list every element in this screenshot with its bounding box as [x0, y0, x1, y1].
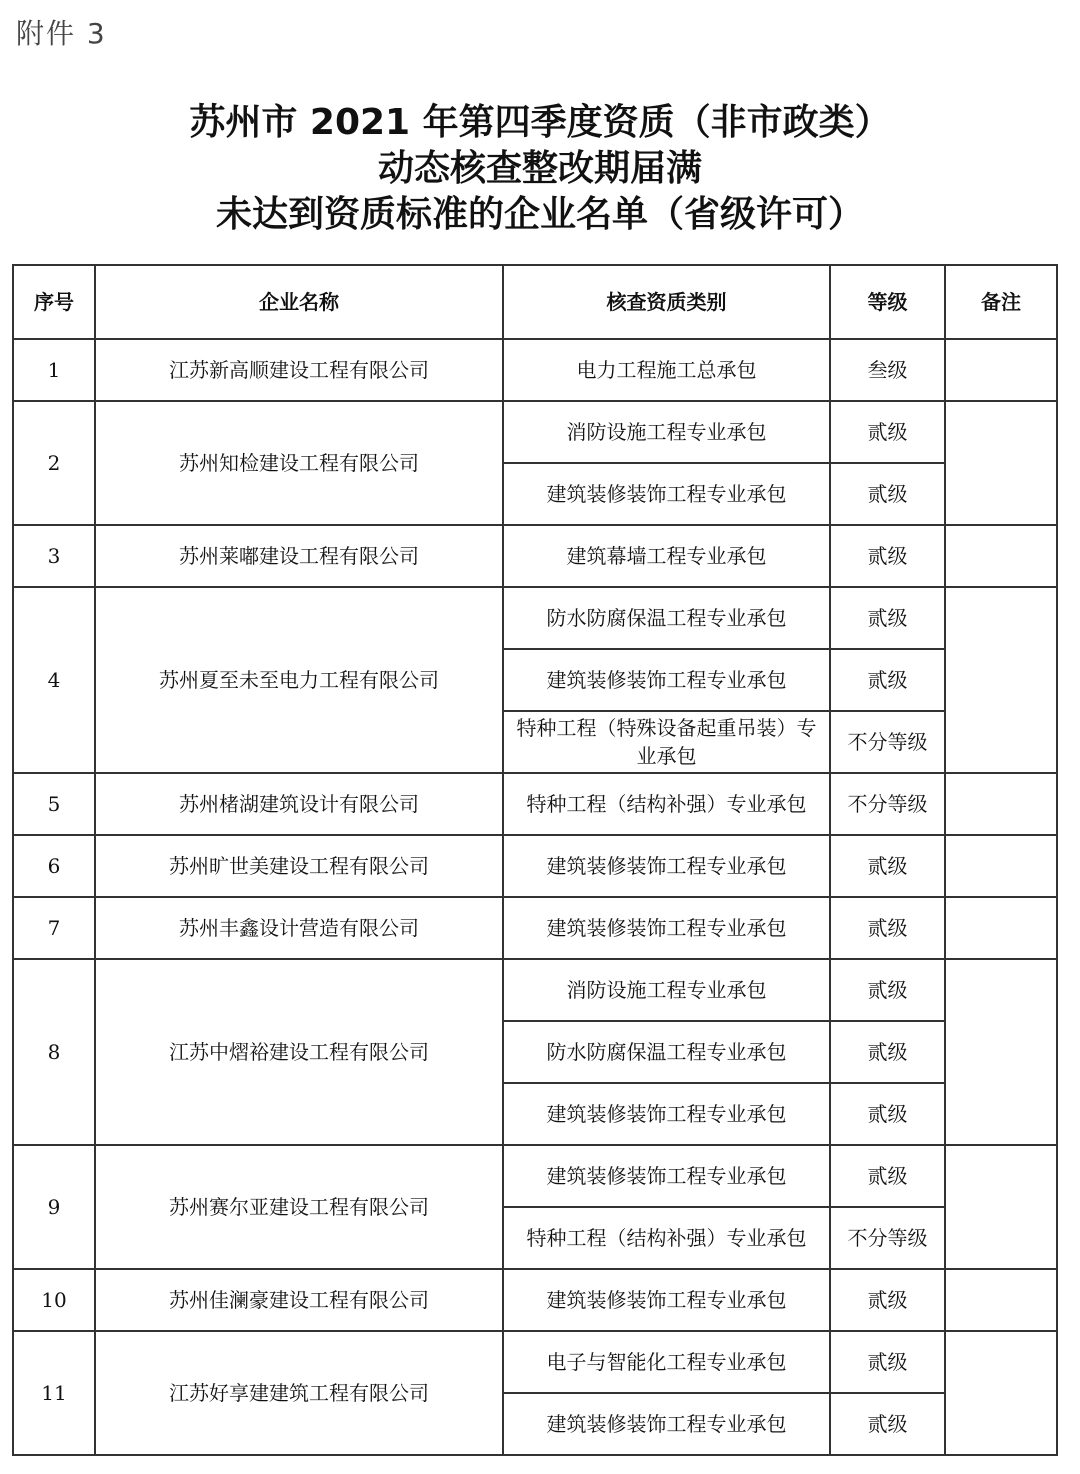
table-row: [13, 525, 1057, 587]
cell-serial: 7: [13, 897, 95, 959]
table-row: [13, 897, 1057, 959]
cell-qualification-category: 建筑幕墙工程专业承包: [503, 525, 830, 587]
cell-remarks: [945, 897, 1057, 959]
cell-enterprise-name: 江苏中熠裕建设工程有限公司: [95, 959, 503, 1145]
cell-enterprise-name: 江苏新高顺建设工程有限公司: [95, 339, 503, 401]
cell-serial: 1: [13, 339, 95, 401]
cell-grade: 贰级: [830, 649, 945, 711]
cell-grade: 不分等级: [830, 711, 945, 773]
cell-grade: 贰级: [830, 463, 945, 525]
table-row: [13, 1145, 1057, 1207]
document-title: [0, 100, 1080, 238]
cell-grade: 不分等级: [830, 773, 945, 835]
table-row: [13, 773, 1057, 835]
cell-serial: 4: [13, 587, 95, 773]
table-row: [13, 1269, 1057, 1331]
cell-qualification-category: 建筑装修装饰工程专业承包: [503, 649, 830, 711]
cell-grade: 贰级: [830, 1083, 945, 1145]
cell-grade: 贰级: [830, 959, 945, 1021]
cell-remarks: [945, 587, 1057, 773]
cell-qualification-category: 消防设施工程专业承包: [503, 401, 830, 463]
cell-qualification-category: 建筑装修装饰工程专业承包: [503, 897, 830, 959]
cell-qualification-category: 建筑装修装饰工程专业承包: [503, 835, 830, 897]
header-grade: 等级: [830, 265, 945, 339]
cell-grade: 贰级: [830, 525, 945, 587]
cell-remarks: [945, 835, 1057, 897]
cell-enterprise-name: 苏州佳澜豪建设工程有限公司: [95, 1269, 503, 1331]
cell-qualification-category: 建筑装修装饰工程专业承包: [503, 1145, 830, 1207]
cell-remarks: [945, 1331, 1057, 1455]
cell-qualification-category: 建筑装修装饰工程专业承包: [503, 1083, 830, 1145]
cell-qualification-category: 电子与智能化工程专业承包: [503, 1331, 830, 1393]
cell-remarks: [945, 525, 1057, 587]
cell-grade: 贰级: [830, 835, 945, 897]
header-remarks: 备注: [945, 265, 1057, 339]
title-line-3: 未达到资质标准的企业名单（省级许可）: [215, 194, 864, 235]
table-body: [13, 339, 1057, 1455]
cell-serial: 9: [13, 1145, 95, 1269]
cell-serial: 8: [13, 959, 95, 1145]
cell-qualification-category: 建筑装修装饰工程专业承包: [503, 463, 830, 525]
cell-serial: 11: [13, 1331, 95, 1455]
cell-grade: 叁级: [830, 339, 945, 401]
cell-qualification-category: 特种工程（结构补强）专业承包: [503, 1207, 830, 1269]
cell-grade: 贰级: [830, 1021, 945, 1083]
table-row: [13, 835, 1057, 897]
cell-qualification-category: 建筑装修装饰工程专业承包: [503, 1269, 830, 1331]
cell-serial: 2: [13, 401, 95, 525]
cell-enterprise-name: 苏州旷世美建设工程有限公司: [95, 835, 503, 897]
cell-remarks: [945, 1145, 1057, 1269]
table-row: [13, 959, 1057, 1021]
header-qualification-category: 核查资质类别: [503, 265, 830, 339]
cell-qualification-category: 特种工程（特殊设备起重吊装）专业承包: [503, 711, 830, 773]
cell-remarks: [945, 1269, 1057, 1331]
cell-remarks: [945, 773, 1057, 835]
cell-enterprise-name: 苏州丰鑫设计营造有限公司: [95, 897, 503, 959]
title-line-2: 动态核查整改期届满: [377, 148, 702, 189]
title-line-1: 苏州市 2021 年第四季度资质（非市政类）: [189, 102, 891, 143]
cell-serial: 6: [13, 835, 95, 897]
cell-serial: 3: [13, 525, 95, 587]
cell-enterprise-name: 江苏好享建建筑工程有限公司: [95, 1331, 503, 1455]
cell-qualification-category: 消防设施工程专业承包: [503, 959, 830, 1021]
cell-remarks: [945, 339, 1057, 401]
table-row: [13, 587, 1057, 649]
cell-grade: 不分等级: [830, 1207, 945, 1269]
table-row: [13, 339, 1057, 401]
cell-grade: 贰级: [830, 897, 945, 959]
cell-grade: 贰级: [830, 1145, 945, 1207]
table-header-row: [13, 265, 1057, 339]
header-enterprise-name: 企业名称: [95, 265, 503, 339]
enterprise-table: [12, 264, 1058, 1456]
cell-enterprise-name: 苏州知检建设工程有限公司: [95, 401, 503, 525]
cell-grade: 贰级: [830, 1269, 945, 1331]
cell-serial: 5: [13, 773, 95, 835]
cell-qualification-category: 建筑装修装饰工程专业承包: [503, 1393, 830, 1455]
table-row: [13, 401, 1057, 463]
cell-qualification-category: 防水防腐保温工程专业承包: [503, 587, 830, 649]
cell-qualification-category: 电力工程施工总承包: [503, 339, 830, 401]
cell-enterprise-name: 苏州楮湖建筑设计有限公司: [95, 773, 503, 835]
cell-grade: 贰级: [830, 587, 945, 649]
cell-grade: 贰级: [830, 401, 945, 463]
cell-enterprise-name: 苏州莱嘟建设工程有限公司: [95, 525, 503, 587]
cell-enterprise-name: 苏州夏至未至电力工程有限公司: [95, 587, 503, 773]
cell-serial: 10: [13, 1269, 95, 1331]
cell-grade: 贰级: [830, 1331, 945, 1393]
header-serial: 序号: [13, 265, 95, 339]
cell-enterprise-name: 苏州赛尔亚建设工程有限公司: [95, 1145, 503, 1269]
cell-grade: 贰级: [830, 1393, 945, 1455]
cell-remarks: [945, 401, 1057, 525]
cell-qualification-category: 防水防腐保温工程专业承包: [503, 1021, 830, 1083]
table-row: [13, 1331, 1057, 1393]
attachment-label: 附件 3: [16, 17, 107, 50]
cell-remarks: [945, 959, 1057, 1145]
cell-qualification-category: 特种工程（结构补强）专业承包: [503, 773, 830, 835]
